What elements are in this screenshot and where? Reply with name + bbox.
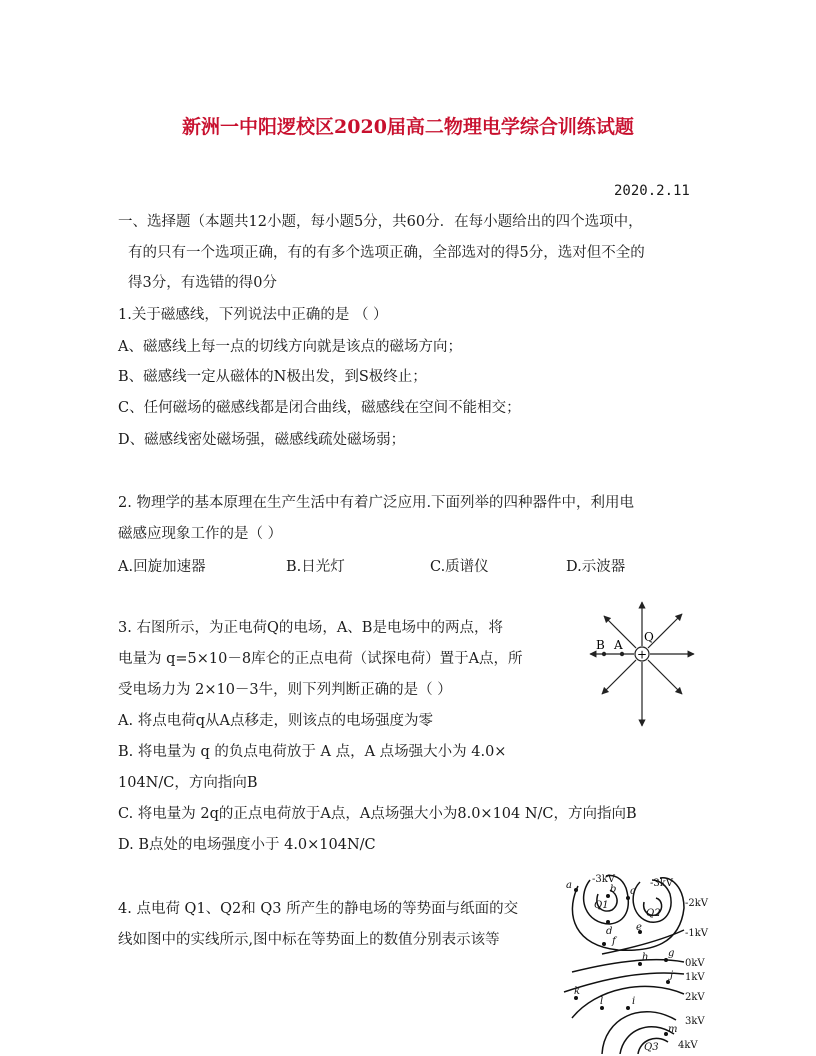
point-label: i [632,996,636,1007]
question-2-option-a: A.回旋加速器 [118,559,206,575]
potential-label: -1kV [685,928,709,939]
section-instructions-line: 有的只有一个选项正确，有的有多个选项正确，全部选对的得5分，选对但不全的 [128,245,645,261]
potential-label: -3kV [650,878,674,889]
section-instructions-line: 得3分，有选错的得0分 [128,275,277,291]
question-2-option-d: D.示波器 [566,559,626,575]
potential-label: 4kV [678,1040,698,1051]
question-1-option-a: A、磁感线上每一点的切线方向就是该点的磁场方向； [118,339,462,355]
point-label: g [668,948,675,959]
question-4-stem-line: 线如图中的实线所示,图中标在等势面上的数值分别表示该等 [118,932,500,948]
document-date: 2020.2.11 [614,183,690,199]
point-label: l [600,996,604,1007]
potential-label: 1kV [685,972,705,983]
question-3-option-b: B. 将电量为 q 的负点电荷放于 A 点，A 点场强大小为 4.0× [118,744,507,760]
point-label: b [610,884,617,895]
point-b-label: B [596,638,605,652]
point-label: a [566,880,572,891]
charge-label: Q2 [646,908,661,919]
point-label: c [630,886,636,897]
question-4-stem-line: 4. 点电荷 Q1、Q2和 Q3 所产生的静电场的等势面与纸面的交 [118,901,519,917]
point-label: f [612,936,616,947]
question-3-option-d: D. B点处的电场强度小于 4.0×104N/C [118,837,376,853]
potential-label: -2kV [685,898,709,909]
question-3-option-b-continued: 104N/C，方向指向B [118,775,258,791]
potential-label: 3kV [685,1016,705,1027]
question-1-option-b: B、磁感线一定从磁体的N极出发，到S极终止； [118,369,427,385]
question-1-option-c: C、任何磁场的磁感线都是闭合曲线，磁感线在空间不能相交； [118,400,521,416]
question-3-stem-line: 3. 右图所示，为正电荷Q的电场，A、B是电场中的两点，将 [118,620,503,636]
question-2-option-c: C.质谱仪 [430,559,489,575]
question-2-stem-line: 2. 物理学的基本原理在生产生活中有着广泛应用.下面列举的四种器件中，利用电 [118,495,635,511]
point-label: k [574,986,581,997]
charge-label: Q1 [594,900,609,911]
section-instructions-line: 一、选择题（本题共12小题，每小题5分，共60分．在每小题给出的四个选项中， [118,214,643,230]
point-label: d [606,926,613,937]
potential-label: 2kV [685,992,705,1003]
charge-q-label: Q [644,630,654,644]
question-3-option-a: A. 将点电荷q从A点移走，则该点的电场强度为零 [118,713,433,729]
point-label: m [668,1024,678,1035]
question-1-stem: 1.关于磁感线，下列说法中正确的是 （ ） [118,307,388,323]
question-3-stem-line: 受电场力为 2×10－3牛，则下列判断正确的是（ ） [118,682,452,698]
question-3-option-c: C. 将电量为 2q的正点电荷放于A点，A点场强大小为8.0×104 N/C，方向指向B [118,806,637,822]
document-title: 新洲一中阳逻校区2020届高二物理电学综合训练试题 [182,116,634,138]
positive-charge-symbol: + [636,647,648,662]
potential-label: -3kV [592,874,616,885]
question-2-option-b: B.日光灯 [286,559,345,575]
electric-field-figure [588,598,698,730]
point-label: j [670,970,674,981]
question-1-option-d: D、磁感线密处磁场强，磁感线疏处磁场弱； [118,432,406,448]
charge-label: Q3 [644,1042,659,1053]
point-label: e [636,922,642,933]
question-3-stem-line: 电量为 q=5×10－8库仑的正点电荷（试探电荷）置于A点，所 [118,651,523,667]
point-a-label: A [614,638,623,652]
equipotential-figure [562,868,722,1054]
potential-label: 0kV [685,958,705,969]
question-2-stem-line: 磁感应现象工作的是（ ） [118,526,283,542]
point-label: h [642,952,649,963]
